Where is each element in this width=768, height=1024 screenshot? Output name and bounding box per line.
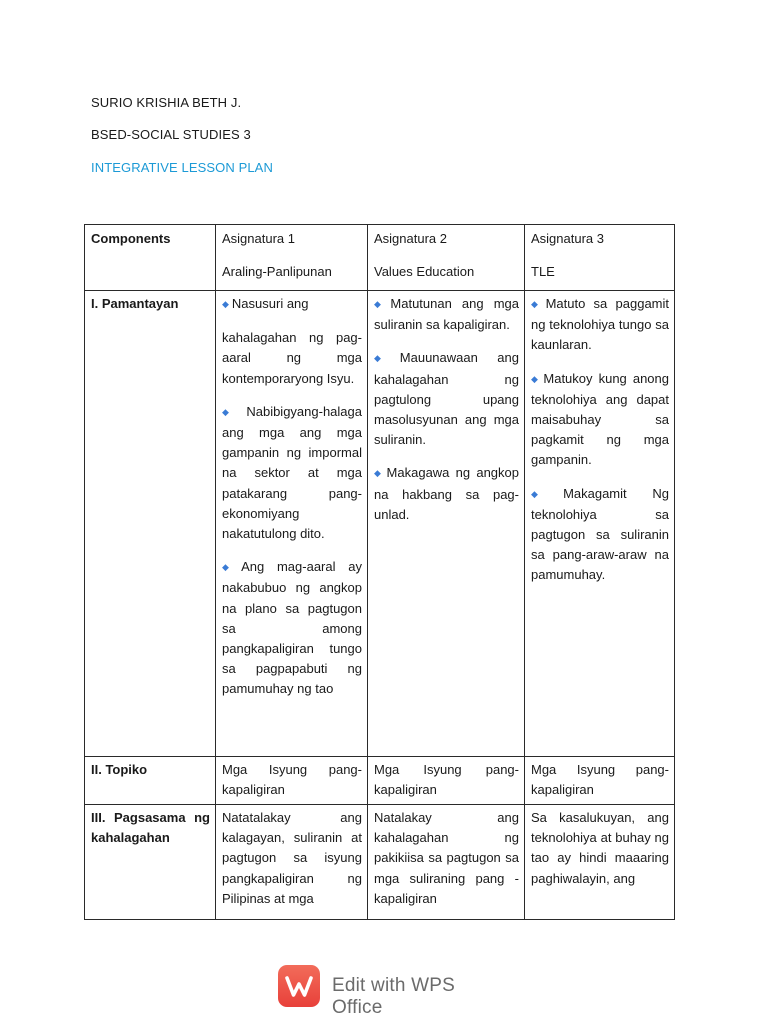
list-item-text: Makagawa ng angkop na hakbang sa pag-unlad.	[374, 465, 519, 522]
header-asignatura-1-label: Asignatura 1	[222, 231, 295, 246]
course-label: BSED-SOCIAL STUDIES 3	[91, 127, 251, 142]
bullet-icon: ◆	[374, 299, 388, 309]
row-label-cell	[85, 757, 216, 805]
list-item	[531, 484, 669, 586]
list-item	[222, 294, 362, 315]
pagsasama-col1-cell: Natatalakay ang kalagayan, suliranin at pagtugon sa isyung pangkapaligiran ng Pilipinas at mga	[216, 805, 368, 920]
pamantayan-col2-cell	[368, 291, 525, 757]
edit-with-wps-button[interactable]	[278, 965, 508, 1018]
pamantayan-col1-cell	[216, 291, 368, 757]
list-item	[374, 348, 519, 450]
topiko-col1-cell: Mga Isyung pang-kapaligiran	[216, 757, 368, 805]
list-item	[531, 369, 669, 471]
author-name: SURIO KRISHIA BETH J.	[91, 95, 242, 110]
bullet-icon: ◆	[531, 373, 541, 384]
list-item	[374, 463, 519, 525]
header-asignatura-1-subject: Araling-Panlipunan	[222, 264, 332, 280]
topiko-col3-cell: Mga Isyung pang-kapaligiran	[525, 757, 675, 805]
header-cell-asignatura-3	[525, 225, 675, 291]
row-label-topiko: II. Topiko	[91, 762, 148, 777]
lesson-plan-table	[84, 224, 675, 920]
row-label-cell	[85, 805, 216, 920]
list-item	[222, 328, 362, 389]
row-label-cell	[85, 291, 216, 757]
bullet-icon: ◆	[374, 353, 397, 364]
list-item	[222, 557, 362, 699]
row-label-pamantayan: I. Pamantayan	[91, 296, 179, 311]
table-row-pamantayan	[85, 291, 675, 757]
bullet-icon: ◆	[222, 562, 239, 573]
header-asignatura-2-subject: Values Education	[374, 264, 475, 280]
list-item-text: kahalagahan ng pag-aaral ng mga kontemporaryong Isyu.	[222, 330, 362, 386]
document-title: INTEGRATIVE LESSON PLAN	[91, 160, 273, 175]
wps-logo-icon	[278, 965, 320, 1007]
row-label-pagsasama: III. Pagsasama ng kahalagahan	[91, 810, 210, 846]
pagsasama-col2-cell: Natalakay ang kahalagahan ng pakikiisa sa pagtugon sa mga suliraning pang -kapaligiran	[368, 805, 525, 920]
table-header-row	[85, 225, 675, 291]
header-asignatura-3-label: Asignatura 3	[531, 231, 604, 246]
bullet-icon: ◆	[222, 299, 229, 309]
pagsasama-col3-cell: Sa kasalukuyan, ang teknolohiya at buhay ng tao ay hindi maaaring paghiwalayin, ang	[525, 805, 675, 920]
bullet-icon: ◆	[374, 468, 384, 479]
list-item-text: Matutunan ang mga suliranin sa kapaligiran.	[374, 296, 519, 333]
topiko-col2-cell: Mga Isyung pang-kapaligiran	[368, 757, 525, 805]
list-item	[222, 402, 362, 544]
pamantayan-col3-cell	[525, 291, 675, 757]
list-item-text: Matukoy kung anong teknolohiya ang dapat maisabuhay sa pagkamit ng mga gampanin.	[531, 370, 670, 468]
list-item-text: Nabibigyang-halaga ang mga ang mga gampanin ng impormal na sektor at mga patakarang pang-ekonomiyang nakatutulong dito.	[222, 403, 362, 542]
table-row-pagsasama	[85, 805, 675, 920]
header-components-label: Components	[91, 231, 171, 246]
bullet-icon: ◆	[222, 406, 244, 417]
bullet-icon: ◆	[531, 488, 561, 499]
header-cell-asignatura-2	[368, 225, 525, 291]
header-asignatura-3-subject: TLE	[531, 264, 555, 280]
list-item-text: Makagamit Ng teknolohiya sa pagtugon sa suliranin sa pang-araw-araw na pamumuhay.	[531, 485, 670, 583]
list-item	[531, 294, 669, 356]
header-cell-components	[85, 225, 216, 291]
bullet-icon: ◆	[531, 299, 543, 309]
wps-label: Edit with WPS Office	[332, 975, 455, 1018]
header-cell-asignatura-1	[216, 225, 368, 291]
list-item	[374, 294, 519, 335]
header-asignatura-2-label: Asignatura 2	[374, 231, 447, 246]
list-item-text: Nasusuri ang	[231, 296, 309, 311]
list-item-text: Ang mag-aaral ay nakabubuo ng angkop na plano sa pagtugon sa among pangkapaligiran tungo sa pagpapabuti ng pamumuhay ng tao	[222, 559, 362, 697]
list-item-text: Mauunawaan ang kahalagahan ng pagtulong upang masolusyunan ang mga suliranin.	[374, 350, 519, 448]
list-item-text: Matuto sa paggamit ng teknolohiya tungo sa kaunlaran.	[531, 296, 669, 353]
table-row-topiko	[85, 757, 675, 805]
